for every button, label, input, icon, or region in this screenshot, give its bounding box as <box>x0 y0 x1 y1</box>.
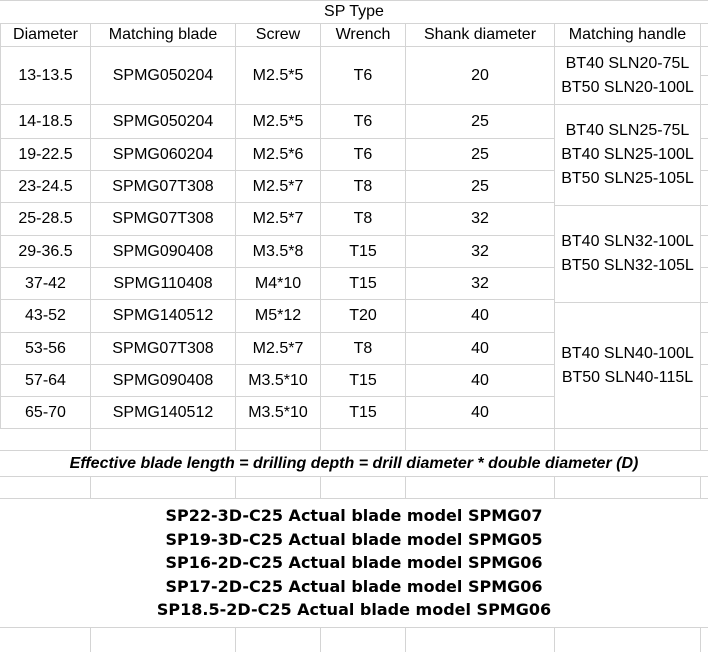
grid-line <box>700 396 708 397</box>
cell-shank[interactable]: 20 <box>471 66 489 84</box>
cell-shank[interactable]: 25 <box>471 177 489 195</box>
grid-line <box>0 476 708 477</box>
cell-diameter[interactable]: 14-18.5 <box>18 112 73 130</box>
cell-wrench[interactable]: T8 <box>353 177 373 195</box>
handle-model: BT40 SLN20-75L <box>565 54 690 72</box>
cell-diameter[interactable]: 29-36.5 <box>18 242 73 260</box>
cell-blade[interactable]: SPMG140512 <box>112 403 214 421</box>
note-line: SP22-3D-C25 Actual blade model SPMG07 <box>165 506 543 526</box>
table-title[interactable]: SP Type <box>324 3 384 20</box>
cell-blade[interactable]: SPMG090408 <box>112 371 214 389</box>
grid-line <box>554 476 555 498</box>
grid-line <box>700 627 701 652</box>
grid-line <box>700 23 701 428</box>
blade-model-notes[interactable] <box>0 499 708 627</box>
cell-screw[interactable]: M3.5*8 <box>252 242 304 260</box>
grid-line <box>700 476 701 498</box>
cell-shank[interactable]: 25 <box>471 145 489 163</box>
grid-line <box>700 332 708 333</box>
handle-model: BT40 SLN25-100L <box>561 146 694 163</box>
cell-shank[interactable]: 25 <box>471 112 489 130</box>
formula-note[interactable]: Effective blade length = drilling depth = drill diameter * double diameter (D) <box>69 454 639 472</box>
cell-shank[interactable]: 40 <box>471 403 489 421</box>
cell-wrench[interactable]: T15 <box>349 371 377 389</box>
handle-group-shank-25[interactable] <box>555 105 700 205</box>
cell-wrench[interactable]: T8 <box>353 339 373 357</box>
cell-blade[interactable]: SPMG110408 <box>113 274 213 292</box>
cell-diameter[interactable]: 43-52 <box>25 307 66 324</box>
cell-shank[interactable]: 32 <box>471 242 489 260</box>
handle-model: BT40 SLN40-100L <box>561 344 694 362</box>
cell-screw[interactable]: M4*10 <box>254 274 302 292</box>
handle-group-shank-20[interactable] <box>555 47 700 104</box>
grid-line <box>700 428 701 450</box>
grid-line <box>700 364 708 365</box>
cell-screw[interactable]: M2.5*5 <box>252 66 304 84</box>
grid-line <box>320 627 321 652</box>
header-screw[interactable]: Screw <box>255 26 301 43</box>
cell-shank[interactable]: 32 <box>471 274 489 292</box>
cell-blade[interactable]: SPMG07T308 <box>112 177 214 195</box>
cell-shank[interactable]: 40 <box>471 307 489 324</box>
cell-blade[interactable]: SPMG140512 <box>112 307 214 324</box>
grid-line <box>235 428 236 450</box>
grid-line <box>405 476 406 498</box>
grid-line <box>700 75 708 76</box>
grid-line <box>90 428 91 450</box>
cell-screw[interactable]: M2.5*7 <box>252 177 304 195</box>
header-shank-diameter[interactable]: Shank diameter <box>423 26 537 43</box>
grid-line <box>235 627 236 652</box>
cell-blade[interactable]: SPMG050204 <box>112 66 214 84</box>
note-line: SP19-3D-C25 Actual blade model SPMG05 <box>165 529 543 549</box>
grid-line <box>90 627 91 652</box>
handle-model: BT50 SLN32-105L <box>561 257 694 274</box>
grid-line <box>700 267 708 268</box>
cell-blade[interactable]: SPMG060204 <box>112 145 214 163</box>
cell-screw[interactable]: M2.5*5 <box>252 112 304 130</box>
header-wrench[interactable]: Wrench <box>335 26 391 43</box>
cell-diameter[interactable]: 53-56 <box>25 339 66 357</box>
cell-blade[interactable]: SPMG090408 <box>112 242 214 260</box>
cell-screw[interactable]: M3.5*10 <box>248 403 308 421</box>
header-matching-handle[interactable]: Matching handle <box>568 26 687 43</box>
cell-wrench[interactable]: T15 <box>349 274 377 292</box>
cell-screw[interactable]: M3.5*10 <box>248 371 308 389</box>
cell-blade[interactable]: SPMG07T308 <box>112 210 214 227</box>
cell-diameter[interactable]: 57-64 <box>25 371 66 389</box>
note-line: SP17-2D-C25 Actual blade model SPMG06 <box>165 576 543 596</box>
grid-line <box>0 428 708 429</box>
handle-model: BT40 SLN25-75L <box>565 122 690 139</box>
handle-model: BT50 SLN25-105L <box>561 170 694 187</box>
note-line: SP18.5-2D-C25 Actual blade model SPMG06 <box>156 600 552 620</box>
grid-line <box>554 627 555 652</box>
cell-screw[interactable]: M5*12 <box>254 307 302 324</box>
cell-wrench[interactable]: T6 <box>353 112 373 130</box>
cell-shank[interactable]: 32 <box>471 210 489 227</box>
handle-model: BT50 SLN40-115L <box>561 368 694 386</box>
cell-blade[interactable]: SPMG07T308 <box>112 339 214 357</box>
cell-screw[interactable]: M2.5*7 <box>252 339 304 357</box>
cell-shank[interactable]: 40 <box>471 339 489 357</box>
handle-model: BT50 SLN20-100L <box>561 78 694 96</box>
cell-wrench[interactable]: T20 <box>349 307 377 324</box>
cell-wrench[interactable]: T15 <box>349 242 377 260</box>
cell-screw[interactable]: M2.5*6 <box>252 145 304 163</box>
grid-line <box>0 627 708 628</box>
cell-diameter[interactable]: 65-70 <box>25 403 66 421</box>
cell-diameter[interactable]: 37-42 <box>25 274 66 292</box>
header-diameter[interactable]: Diameter <box>13 26 78 43</box>
note-line: SP16-2D-C25 Actual blade model SPMG06 <box>165 553 543 573</box>
cell-diameter[interactable]: 25-28.5 <box>18 210 73 227</box>
header-matching-blade[interactable]: Matching blade <box>108 26 218 43</box>
handle-group-shank-40[interactable] <box>555 303 700 428</box>
cell-screw[interactable]: M2.5*7 <box>252 210 304 227</box>
cell-shank[interactable]: 40 <box>471 371 489 389</box>
grid-line <box>554 428 555 450</box>
handle-model: BT40 SLN32-100L <box>561 233 694 250</box>
grid-line <box>320 428 321 450</box>
handle-group-shank-32[interactable] <box>555 206 700 302</box>
cell-wrench[interactable]: T6 <box>353 145 373 163</box>
cell-wrench[interactable]: T15 <box>349 403 377 421</box>
grid-line <box>405 627 406 652</box>
grid-line <box>700 170 708 171</box>
grid-line <box>235 476 236 498</box>
grid-line <box>90 476 91 498</box>
cell-wrench[interactable]: T6 <box>353 66 373 84</box>
grid-line <box>320 476 321 498</box>
cell-diameter[interactable]: 13-13.5 <box>18 66 73 84</box>
grid-line <box>700 235 708 236</box>
cell-diameter[interactable]: 23-24.5 <box>18 177 73 195</box>
cell-wrench[interactable]: T8 <box>353 210 373 227</box>
cell-blade[interactable]: SPMG050204 <box>112 112 214 130</box>
grid-line <box>700 138 708 139</box>
cell-diameter[interactable]: 19-22.5 <box>18 145 73 163</box>
grid-line <box>405 428 406 450</box>
